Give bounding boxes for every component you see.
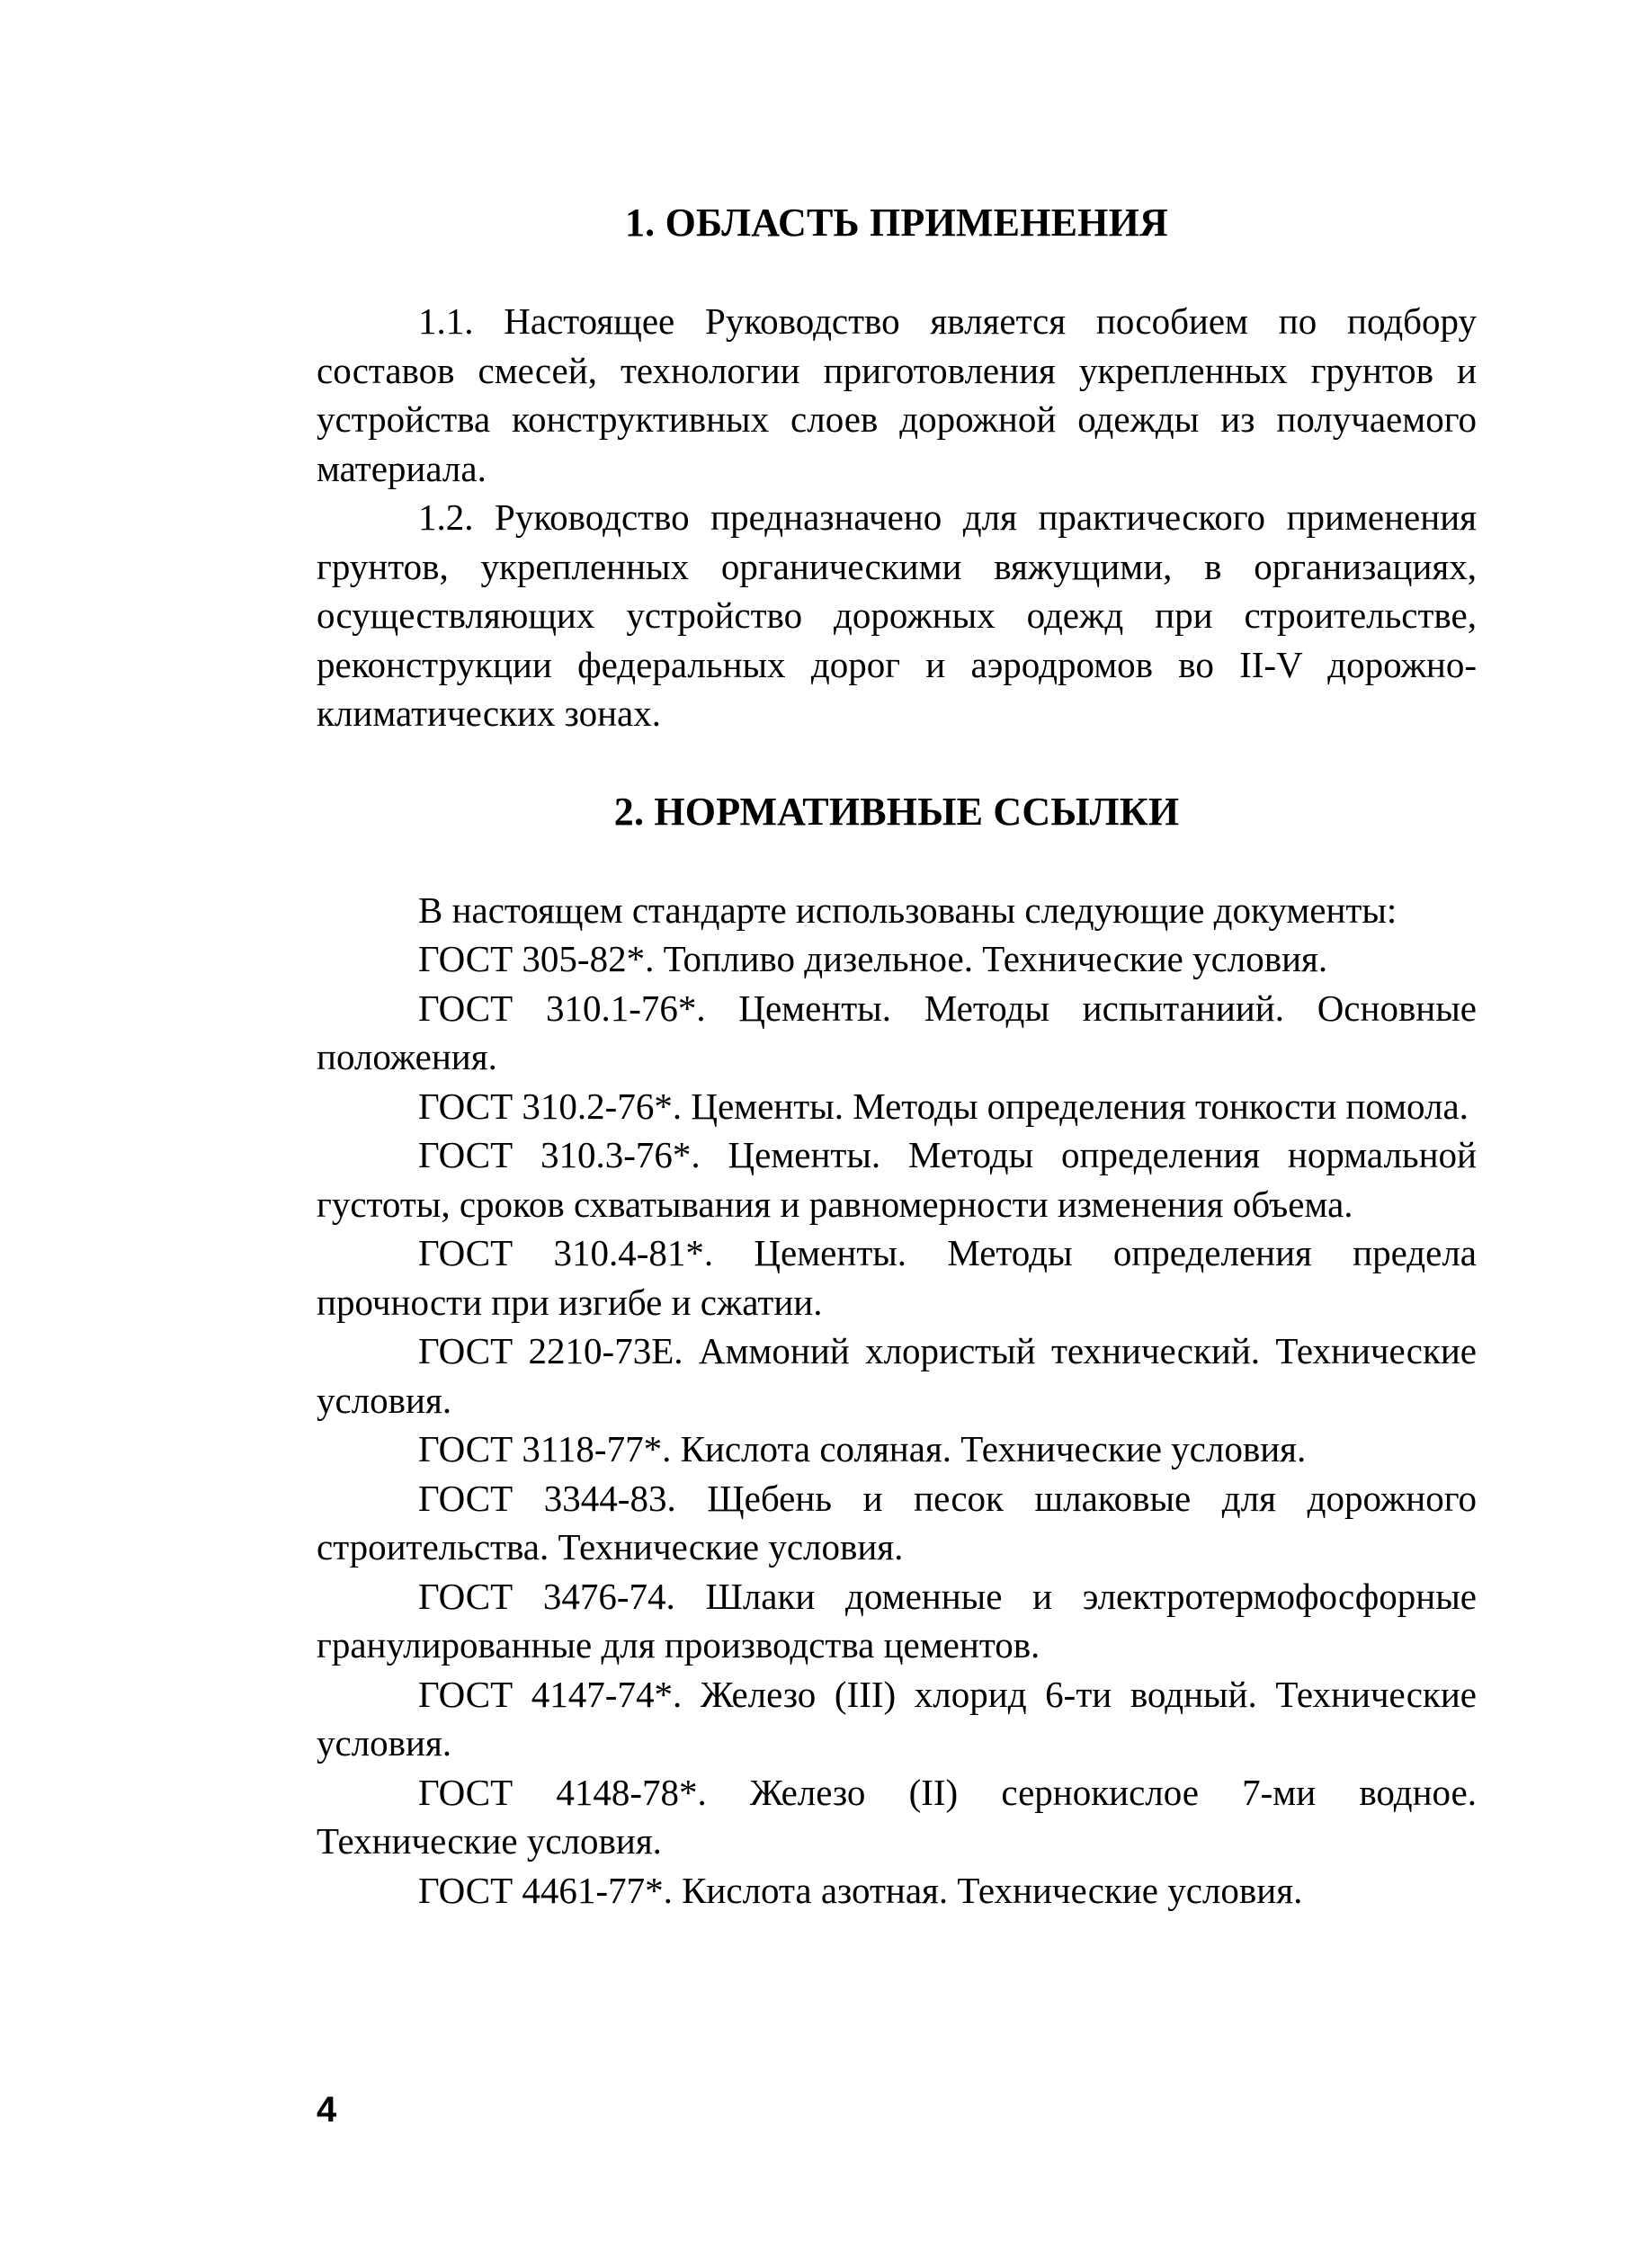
- reference-item: ГОСТ 310.1-76*. Цементы. Методы испытаниий. Основные положения.: [317, 987, 1477, 1077]
- reference-item: ГОСТ 2210-73Е. Аммоний хлористый технический. Технические условия.: [317, 1330, 1477, 1421]
- reference-item: ГОСТ 310.3-76*. Цементы. Методы определения нормальной густоты, сроков схватывания и равномерности изменения объема.: [317, 1134, 1477, 1225]
- section-2-intro: В настоящем стандарте использованы следующие документы:: [418, 889, 1398, 931]
- reference-item: ГОСТ 310.2-76*. Цементы. Методы определения тонкости помола.: [418, 1085, 1469, 1127]
- section-2-title: 2. НОРМАТИВНЫЕ ССЫЛКИ: [613, 789, 1180, 834]
- reference-item: ГОСТ 3476-74. Шлаки доменные и электротермофосфорные гранулированные для производства цементов.: [317, 1575, 1477, 1666]
- reference-item: ГОСТ 305-82*. Топливо дизельное. Технические условия.: [418, 938, 1328, 979]
- section-1-title: 1. ОБЛАСТЬ ПРИМЕНЕНИЯ: [624, 201, 1168, 245]
- page-number: 4: [317, 2090, 337, 2130]
- reference-item: ГОСТ 4461-77*. Кислота азотная. Технические условия.: [418, 1869, 1303, 1911]
- reference-item: ГОСТ 4148-78*. Железо (II) сернокислое 7-ми водное. Технические условия.: [317, 1771, 1477, 1862]
- reference-item: ГОСТ 4147-74*. Железо (III) хлорид 6-ти водный. Технические условия.: [317, 1673, 1477, 1764]
- reference-item: ГОСТ 3118-77*. Кислота соляная. Технические условия.: [418, 1428, 1307, 1469]
- section-1-paragraph-1: 1.1. Настоящее Руководство является пособием по подбору составов смесей, технологии приготовления укрепленных грунтов и устройства конструктивных слоев дорожной одежды из получаемого материала.: [317, 300, 1477, 489]
- section-1-paragraph-2: 1.2. Руководство предназначено для практического применения грунтов, укрепленных органическими вяжущими, в организациях, осуществляющих устройство дорожных одежд при строительстве, реконструкции федеральных дорог и аэродромов во II-V дорожно-климатических зонах.: [317, 496, 1477, 734]
- reference-item: ГОСТ 310.4-81*. Цементы. Методы определения предела прочности при изгибе и сжатии.: [317, 1232, 1477, 1323]
- page-content: [317, 196, 1477, 1915]
- reference-item: ГОСТ 3344-83. Щебень и песок шлаковые для дорожного строительства. Технические условия.: [317, 1477, 1477, 1568]
